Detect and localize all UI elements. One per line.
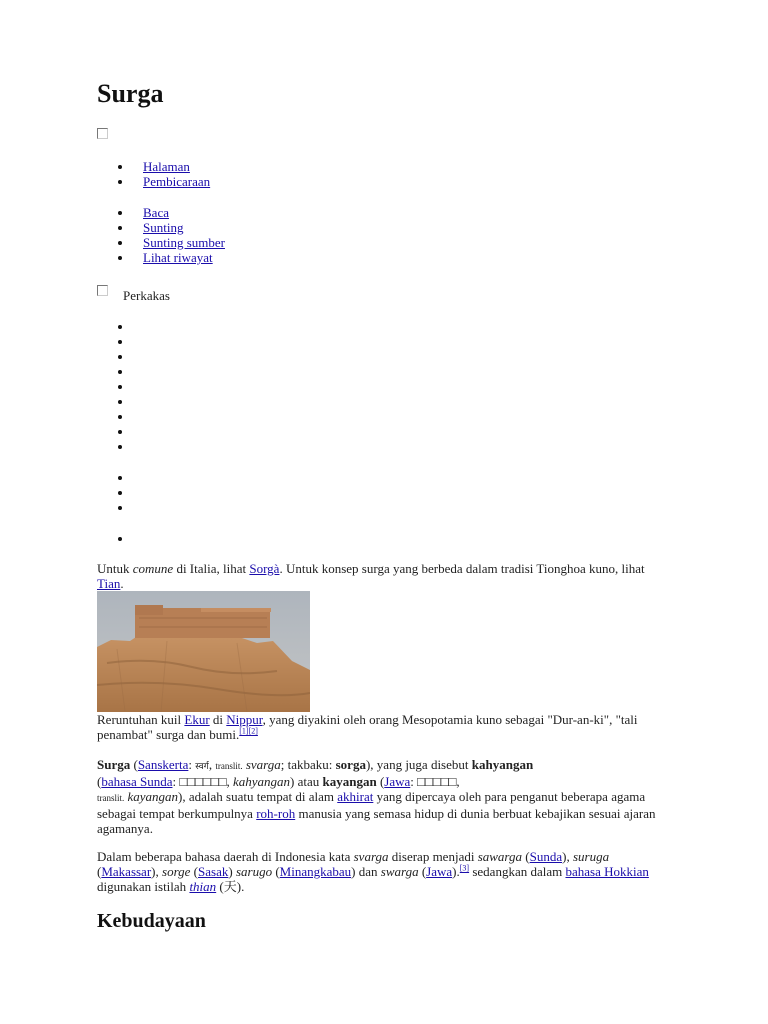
caption-ref[interactable]: [1][2]: [239, 726, 258, 736]
tab-pembicaraan: [97, 174, 210, 189]
tools-menu-item[interactable]: [97, 409, 143, 424]
namespace-toggle-checkbox[interactable]: [97, 128, 108, 139]
link-bahasa-hokkian[interactable]: bahasa Hokkian: [565, 864, 649, 879]
tools-menu-item[interactable]: [97, 470, 143, 485]
link-sunda[interactable]: Sunda: [529, 849, 563, 864]
tools-menu-item[interactable]: [97, 439, 143, 454]
regional-ref[interactable]: [3]: [459, 863, 470, 873]
tools-menu-item[interactable]: [97, 349, 143, 364]
hatnote: Untuk comune di Italia, lihat Sorgà. Untuk konsep surga yang berbeda dalam tradisi Tionghoa kuno, lihat Tian.: [97, 561, 645, 591]
regional-paragraph: Dalam beberapa bahasa daerah di Indonesia kata svarga diserap menjadi sawarga (Sunda), suruga (Makassar), sorge (Sasak) sarugo (Minangkabau) dan swarga (Jawa).[3] sedangkan dalam bahasa Hokkian digunakan istilah thian (天).: [97, 849, 649, 894]
tools-menu-list: [97, 319, 143, 454]
tab-sunting-sumber-link[interactable]: Sunting sumber: [143, 235, 225, 250]
tools-menu-list-2: [97, 470, 143, 515]
image-caption: Reruntuhan kuil Ekur di Nippur, yang diyakini oleh orang Mesopotamia kuno sebagai "Dur-an-ki", "tali penambat" surga dan bumi.[1][2]: [97, 712, 638, 742]
tab-sunting-link[interactable]: Sunting: [143, 220, 184, 235]
link-roh-roh[interactable]: roh-roh: [256, 806, 296, 821]
tools-menu-item[interactable]: [97, 531, 143, 546]
page-title: Surga: [97, 79, 164, 108]
tools-menu-item[interactable]: [97, 394, 143, 409]
link-sanskerta[interactable]: Sanskerta: [137, 757, 189, 772]
tab-lihat-riwayat-link[interactable]: Lihat riwayat: [143, 250, 213, 265]
tab-halaman: [97, 159, 210, 174]
link-thian[interactable]: thian: [189, 879, 217, 894]
ekur-temple-ruins-image[interactable]: [97, 591, 310, 712]
tools-menu-list-3: [97, 531, 143, 546]
tab-pembicaraan-link[interactable]: Pembicaraan: [143, 174, 211, 189]
section-heading-kebudayaan: Kebudayaan: [97, 910, 206, 932]
caption-link-nippur[interactable]: Nippur: [226, 712, 263, 727]
intro-paragraph: Surga (Sanskerta: स्वर्ग, translit. svarga; takbaku: sorga), yang juga disebut kahyangan (bahasa Sunda: □□□□□□, kahyangan) atau kayangan (Jawa: □□□□□, translit. kayangan), adalah suatu tempat di alam akhirat yang dipercaya oleh para penganut beberapa agama sebagai tempat berkumpulnya roh-roh manusia yang semasa hidup di dunia berbuat kebajikan sesuai ajaran agamanya.: [97, 757, 656, 836]
tab-sunting-sumber: [97, 235, 225, 250]
tools-menu-item[interactable]: [97, 500, 143, 515]
tools-menu-item[interactable]: [97, 485, 143, 500]
link-sasak[interactable]: Sasak: [198, 864, 229, 879]
link-makassar[interactable]: Makassar: [101, 864, 152, 879]
tools-toggle-checkbox[interactable]: [97, 285, 108, 296]
tab-lihat-riwayat: [97, 250, 225, 265]
hatnote-link-tian[interactable]: Tian: [97, 576, 121, 591]
namespace-tabs: [97, 159, 210, 189]
tools-menu-item[interactable]: [97, 364, 143, 379]
link-akhirat[interactable]: akhirat: [337, 789, 374, 804]
tools-menu-item[interactable]: [97, 379, 143, 394]
link-bahasa-sunda[interactable]: bahasa Sunda: [101, 774, 173, 789]
link-jawa[interactable]: Jawa: [384, 774, 411, 789]
link-jawa-2[interactable]: Jawa: [426, 864, 453, 879]
tab-baca: [97, 205, 225, 220]
tools-menu-item[interactable]: [97, 334, 143, 349]
tab-baca-link[interactable]: Baca: [143, 205, 169, 220]
hatnote-link-sorga[interactable]: Sorgà: [249, 561, 280, 576]
tools-menu-item[interactable]: [97, 319, 143, 334]
tab-halaman-link[interactable]: Halaman: [143, 159, 190, 174]
link-minangkabau[interactable]: Minangkabau: [279, 864, 352, 879]
tools-menu-item[interactable]: [97, 424, 143, 439]
view-tabs: [97, 205, 225, 265]
tools-label: Perkakas: [123, 288, 170, 303]
tab-sunting: [97, 220, 225, 235]
caption-link-ekur[interactable]: Ekur: [184, 712, 210, 727]
